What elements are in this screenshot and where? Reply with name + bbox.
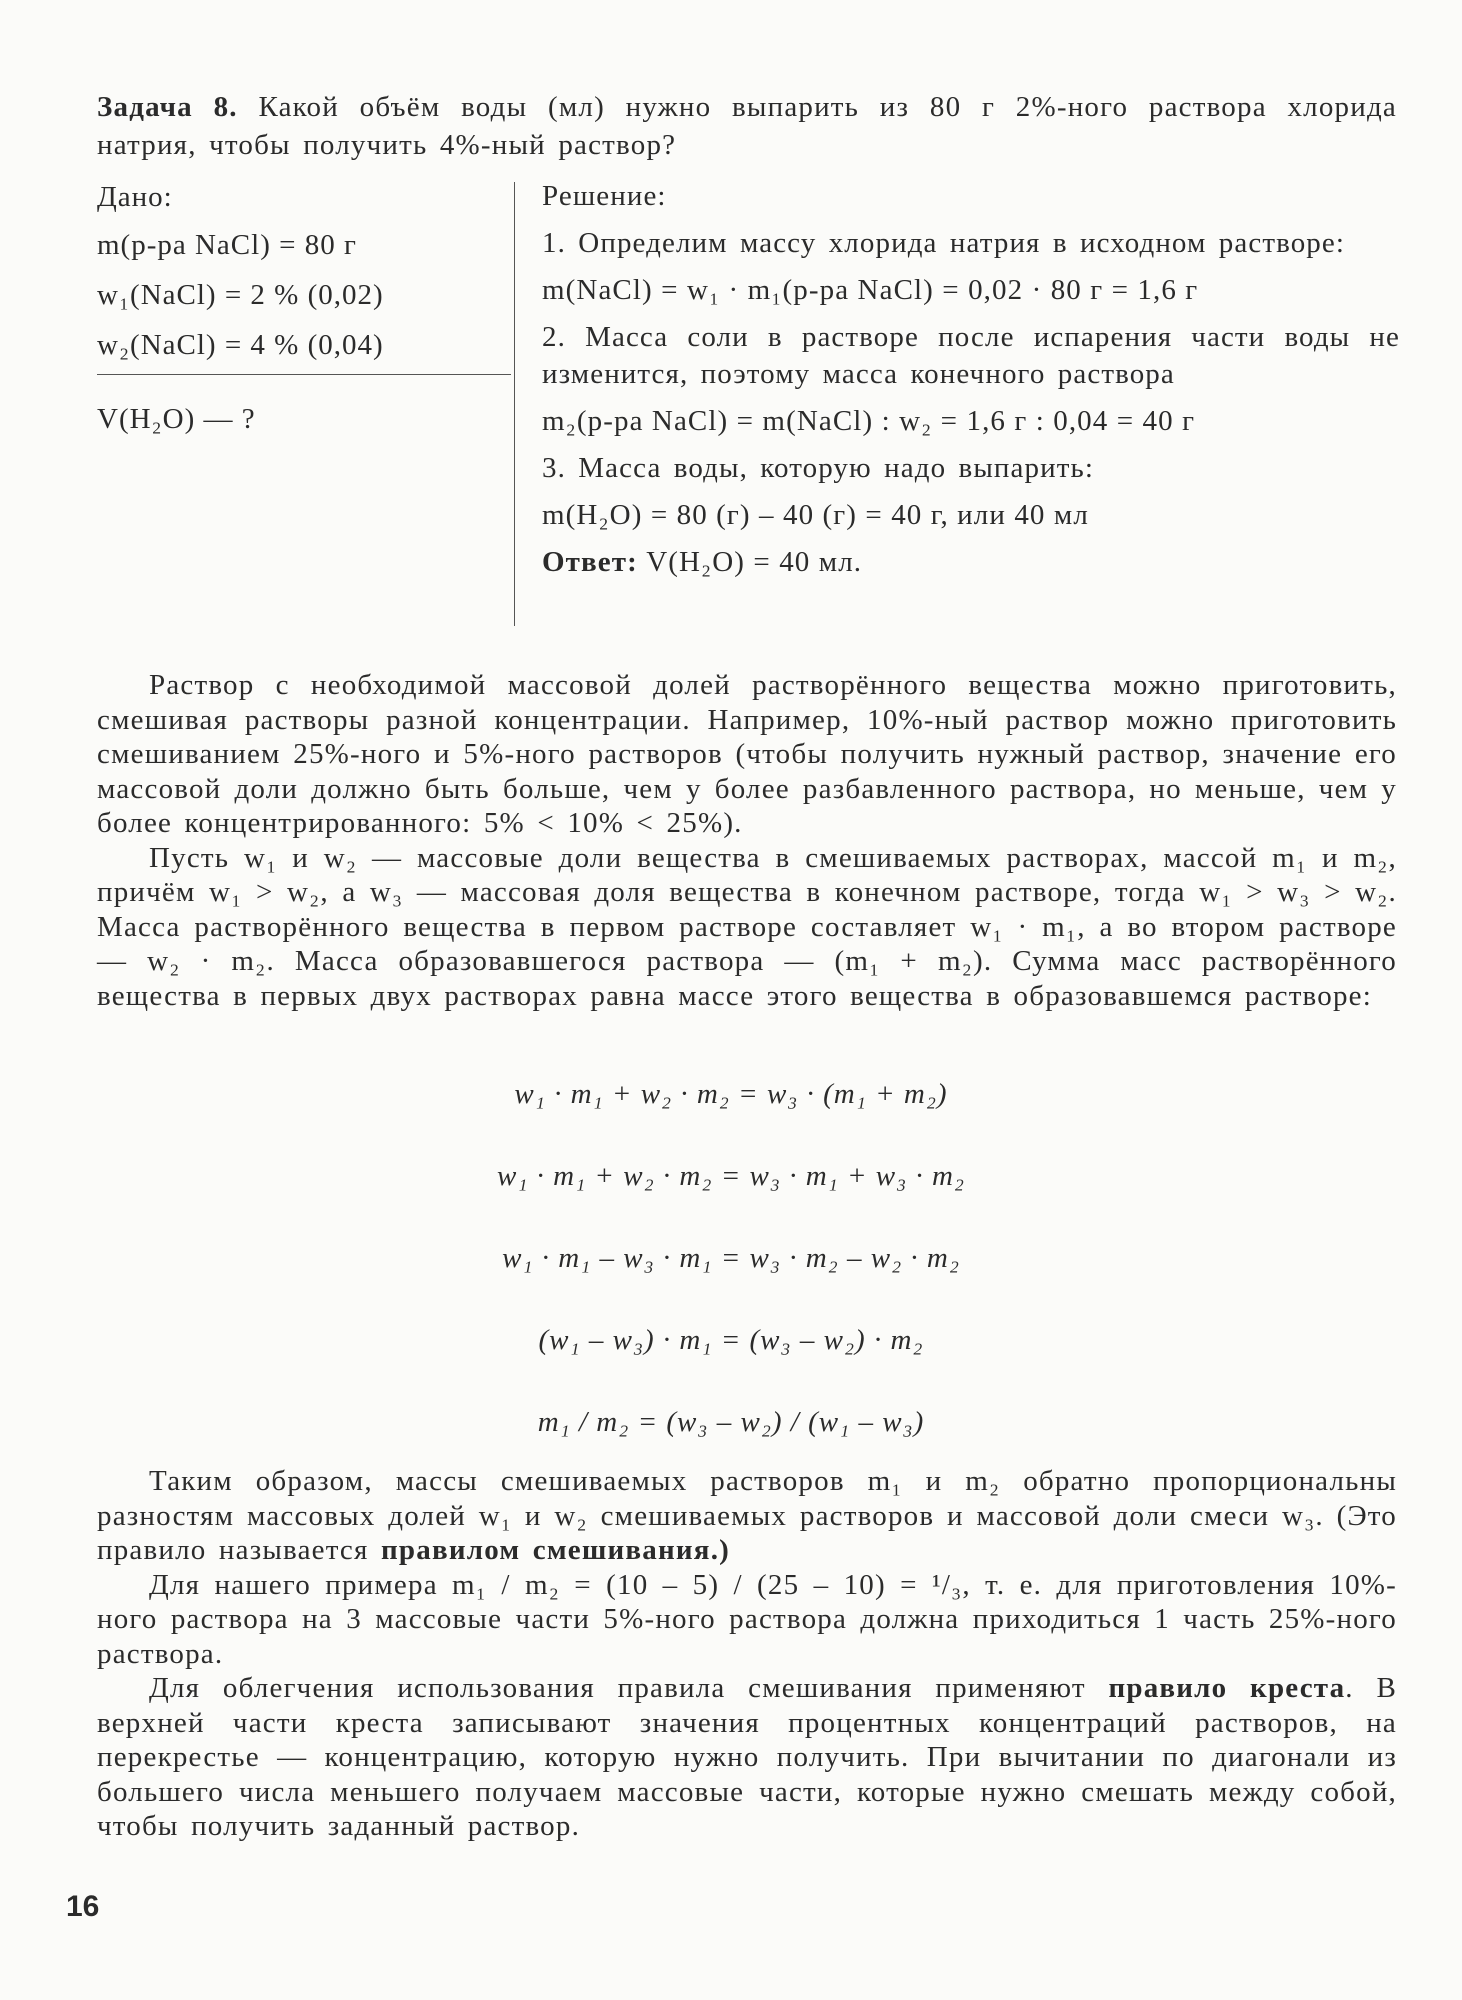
paragraph (97, 1671, 1397, 1844)
given-item: w₁(NaCl) = 2 % (0,02) (97, 279, 384, 311)
paragraph-text: Таким образом, массы смешиваемых растворов m₁ и m₂ обратно пропорциональны разностям массовых долей w₁ и w₂ смешиваемых растворов и массовой доли смеси w₃. (Это правило называется (97, 1465, 1397, 1566)
find-quantity: V(H₂O) — ? (97, 403, 256, 435)
formula: w₁ · m₁ – w₃ · m₁ = w₃ · m₂ – w₂ · m₂ (502, 1242, 960, 1274)
given-item: w₂(NaCl) = 4 % (0,04) (97, 329, 384, 361)
given-heading: Дано: (97, 181, 173, 213)
paragraph: Раствор с необходимой массовой долей растворённого вещества можно приготовить, смешивая растворы разной концентрации. Например, 10%-ный раствор можно приготовить смешиванием 25%-ного и 5%-ного растворов (чтобы получить нужный раствор, значение его массовой доли должно быть больше, чем у более разбавленного раствора, но меньше, чем у более концентрированного: 5% < 10% < 25%). (97, 669, 1397, 839)
formula: (w₁ – w₃) · m₁ = (w₃ – w₂) · m₂ (538, 1324, 924, 1356)
given-divider (97, 374, 511, 375)
solution-equation-2: m₂(р-ра NaCl) = m(NaCl) : w₂ = 1,6 г : 0,04 = 40 г (542, 405, 1196, 437)
given-block (97, 178, 511, 624)
answer-label: Ответ: (542, 546, 638, 578)
solution-step-2: 2. Масса соли в растворе после испарения части воды не изменится, поэтому масса конечного раствора (542, 321, 1400, 390)
given-item: m(р-ра NaCl) = 80 г (97, 229, 357, 261)
paragraph (97, 1464, 1397, 1568)
solution-step-1: 1. Определим массу хлорида натрия в исходном растворе: (542, 227, 1346, 259)
paragraph: Пусть w₁ и w₂ — массовые доли вещества в смешиваемых растворах, массой m₁ и m₂, причём w₁ > w₂, а w₃ — массовая доля вещества в конечном растворе, тогда w₁ > w₃ > w₂. Масса растворённого вещества в первом растворе составляет w₁ · m₁, а во втором растворе — w₂ · m₂. Масса образовавшегося раствора — (m₁ + m₂). Сумма масс растворённого вещества в первых двух растворах равна массе этого вещества в образовавшемся растворе: (97, 841, 1397, 1012)
paragraph: Для нашего примера m₁ / m₂ = (10 – 5) / (25 – 10) = ¹/₃, т. е. для приготовления 10%-ного раствора на 3 массовые части 5%-ного раствора должна приходиться 1 часть 25%-ного раствора. (97, 1568, 1397, 1670)
formula: m₁ / m₂ = (w₃ – w₂) / (w₁ – w₃) (537, 1406, 925, 1438)
answer-value: V(H₂O) = 40 мл. (646, 546, 863, 578)
solution-equation-1: m(NaCl) = w₁ · m₁(р-ра NaCl) = 0,02 · 80 г = 1,6 г (542, 274, 1199, 306)
page-number: 16 (66, 1890, 100, 1923)
task-statement (97, 88, 1397, 164)
column-divider (514, 182, 515, 626)
solution-equation-3: m(H₂O) = 80 (г) – 40 (г) = 40 г, или 40 мл (542, 499, 1089, 531)
paragraph-text: Для облегчения использования правила смешивания применяют (149, 1672, 1086, 1704)
term-cross-rule: правило креста (1108, 1672, 1346, 1704)
formula: w₁ · m₁ + w₂ · m₂ = w₃ · (m₁ + m₂) (514, 1078, 948, 1110)
task-text: Какой объём воды (мл) нужно выпарить из 80 г 2%-ного раствора хлорида натрия, чтобы получить 4%-ный раствор? (97, 91, 1398, 161)
solution-heading: Решение: (542, 180, 667, 212)
task-label: Задача 8. (97, 91, 238, 123)
solution-step-3: 3. Масса воды, которую надо выпарить: (542, 452, 1094, 484)
theory-text (97, 668, 1397, 1013)
paragraph-text: . В верхней части креста записывают значения процентных концентраций растворов, на перекрестье — концентрацию, которую нужно получить. При вычитании по диагонали из большего числа меньшего получаем массовые части, которые нужно смешать между собой, чтобы получить заданный раствор. (97, 1672, 1397, 1842)
formula: w₁ · m₁ + w₂ · m₂ = w₃ · m₁ + w₃ · m₂ (496, 1160, 965, 1192)
solution-block (542, 178, 1400, 591)
solution-answer (542, 544, 1400, 581)
term-mixing-rule: правилом смешивания.) (381, 1534, 731, 1566)
conclusion-text (97, 1464, 1397, 1844)
